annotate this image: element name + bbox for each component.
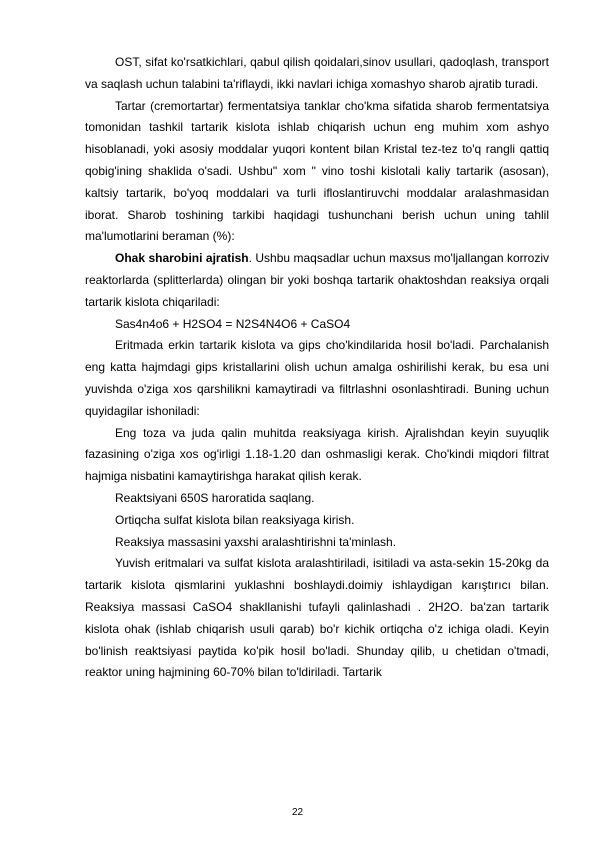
document-body bbox=[85, 52, 549, 684]
paragraph-lime-separation-text: . Ushbu maqsadlar uchun maxsus mo'ljallangan korroziv reaktorlarda (splitterlarda) olingan bir yoki boshqa tartarik ohaktoshdan reaksiya orqali tartarik kislota chiqariladi: bbox=[85, 251, 550, 309]
paragraph-tartar: Tartar (cremortartar) fermentatsiya tanklar cho'kma sifatida sharob fermentatsiya tomonidan tashkil tartarik kislota ishlab chiqarish uchun eng muhim xom ashyo hisoblanadi, yoki asosiy moddalar yuqori kontent bilan Kristal tez-tez to'q rangli qattiq qobig'ining shaklida o'sadi. Ushbu" xom " vino toshi kislotali kaliy tartarik (asosan), kaltsiy tartarik, bo'yoq moddalari va turli ifloslantiruvchi moddalar aralashmasidan iborat. Sharob toshining tarkibi haqidagi tushunchani berish uchun uning tahlil ma'lumotlarini beraman (%): bbox=[85, 98, 549, 244]
page-number: 22 bbox=[291, 807, 304, 818]
paragraph-excess-acid: Ortiqcha sulfat kislota bilan reaksiyaga kirish. bbox=[115, 512, 355, 527]
section-heading-lime-separation: Ohak sharobini ajratish bbox=[115, 251, 249, 266]
paragraph-mixing: Reaksiya massasini yaxshi aralashtirishni ta'minlash. bbox=[115, 534, 397, 549]
paragraph-reaction-conditions: Eng toza va juda qalin muhitda reaksiyaga kirish. Ajralishdan keyin suyuqlik fazasining o'ziga xos og'irligi 1.18-1.20 dan oshmasligi kerak. Cho'kindi miqdori filtrat hajmiga nisbatini kamaytirishga harakat qilish kerak. bbox=[85, 425, 549, 484]
paragraph-ost-standard: OST, sifat ko'rsatkichlari, qabul qilish qoidalari,sinov usullari, qadoqlash, transport va saqlash uchun talabini ta'riflaydi, ikki navlari ichiga xomashyo sharob ajratib turadi. bbox=[85, 55, 549, 91]
paragraph-lime-separation bbox=[85, 248, 549, 313]
paragraph-temperature: Reaktsiyani 650S haroratida saqlang. bbox=[115, 490, 315, 505]
reaction-equation: Sas4n4o6 + H2SO4 = N2S4N4O6 + CaSO4 bbox=[115, 316, 351, 331]
paragraph-solution: Eritmada erkin tartarik kislota va gips cho'kindilarida hosil bo'ladi. Parchalanish eng katta hajmdagi gips kristallarini olish uchun amalga oshirilishi kerak, bu esa uni yuvishda o'ziga xos qarshilikni kamaytiradi va filtrlashni osonlashtiradi. Buning uchun quyidagilar ishoniladi: bbox=[85, 338, 549, 418]
paragraph-washing: Yuvish eritmalari va sulfat kislota aralashtiriladi, isitiladi va asta-sekin 15-20kg da tartarik kislota qismlarini yuklashni boshlaydi.doimiy ishlaydigan karıştırıcı bilan. Reaksiya massasi CaSO4 shakllanishi tufayli qalinlashadi . 2H2O. ba'zan tartarik kislota ohak (ishlab chiqarish usuli qarab) bo'r kichik ortiqcha o'z ichiga oladi. Keyin bo'linish reaktsiyasi paytida ko'pik hosil bo'ladi. Shunday qilib, u chetidan o'tmadi, reaktor uning hajmining 60-70% bilan to'ldiriladi. Tartarik bbox=[85, 556, 549, 680]
